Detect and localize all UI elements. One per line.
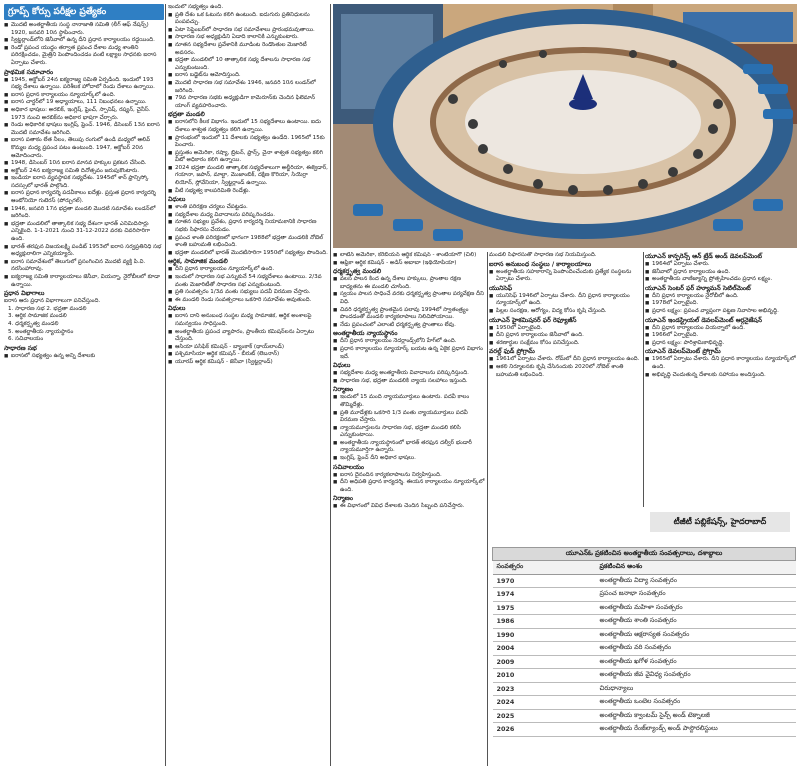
section-heading: సాధారణ సభ [4, 344, 37, 352]
table-row [493, 709, 796, 723]
section-heading: భద్రతా మండలి [168, 111, 205, 119]
column-divider [165, 4, 166, 766]
paragraph: ■ ఇండియా ఐరాస వ్యవస్థాపక సభ్యదేశం. 1945లో శాన్ ఫ్రాన్సిస్కో సదస్సులో భారత్ పాల్గొంది. [4, 175, 164, 190]
security-council-photo [333, 4, 797, 248]
table-cell-year: 1974 [493, 588, 596, 602]
section-heading: యూఎన్ డెవలప్‌మెంట్ ప్రోగ్రామ్ [645, 348, 721, 356]
table-row [493, 669, 796, 683]
table-cell-year: 2025 [493, 709, 596, 723]
paragraph: 5. అంతర్జాతీయ న్యాయస్థానం [8, 328, 74, 335]
paragraph: 6. సచివాలయం [8, 336, 44, 343]
section-heading: యూఎన్ కాన్ఫరెన్స్ ఆన్ ట్రేడ్ అండ్ డెవలప్‌మెంట్ [645, 253, 763, 260]
table-row [493, 601, 796, 615]
column-4-body [489, 252, 641, 379]
paragraph: ■ ప్రతి సంవత్సరం 1/3వ వంతు సభ్యులు పదవీ విరమణ చేస్తారు. [168, 289, 328, 297]
paragraph: ■ దీని ప్రధాన కార్యాలయం న్యూయార్క్‌లో ఉంది. [168, 266, 328, 274]
section-heading: ఐరాస అనుబంధ సంస్థలు / కార్యాలయాలు [489, 260, 592, 268]
table-cell-theme: అంతర్జాతీయ ఒంటెల సంవత్సరం [596, 696, 796, 710]
table-row [493, 723, 796, 737]
table-cell-theme: అంతర్జాతీయ జీవ వైవిధ్య సంవత్సరం [596, 669, 796, 683]
table-cell-year: 1970 [493, 574, 596, 588]
paragraph: ■ ఆఫ్రికా ఆర్థిక కమిషన్ - అడిస్ అబాబా (ఇథియోపియా) [333, 260, 485, 268]
table-cell-year: 2010 [493, 669, 596, 683]
section-heading: నిర్మాణం [333, 386, 353, 394]
paragraph: ■ ఇంగ్లిష్, ఫ్రెంచ్ దీని అధికార భాషలు. [333, 455, 485, 463]
paragraph: 3. ఆర్థిక సామాజిక మండలి [8, 313, 67, 320]
paragraph: ■ పశ్చిమాసియా ఆర్థిక కమిషన్ - బీరుట్ (లెబనాన్) [168, 351, 328, 359]
table-cell-theme: అంతర్జాతీయ మహిళా సంవత్సరం [596, 601, 796, 615]
paragraph: ■ 2024 భద్రతా మండలి తాత్కాలిక సభ్యదేశాలుగా అల్జీరియా, ఈక్వెడార్, గయానా, జపాన్, మాల్టా, మొజాంబిక్, దక్షిణ కొరియా, సియెర్రా లియోన్, స్లోవేనియా, స్విట్జర్లాండ్ ఉన్నాయి. [168, 165, 328, 188]
section-heading: ప్రధాన విభాగాలు [4, 290, 45, 298]
column-divider [487, 252, 488, 766]
section-heading: యూఎన్ ఇండస్ట్రియల్ డెవలప్‌మెంట్ ఆర్గనైజేషన్ [645, 316, 762, 324]
paragraph: ■ దీని ప్రధాన కార్యాలయం నెదర్లాండ్స్‌లోని హేగ్‌లో ఉంది. [333, 338, 485, 346]
table-cell-year: 2026 [493, 723, 596, 737]
paragraph: మండలి సిఫారసుతో సాధారణ సభ నియమిస్తుంది. [489, 252, 597, 258]
paragraph: ■ ఐరాస ప్రధాన కార్యదర్శి పదవీకాలం ఐదేళ్లు. ప్రస్తుత ప్రధాన కార్యదర్శి ఆంటోనియో గుటెరస్ (పోర్చుగల్). [4, 190, 164, 205]
paragraph: ■ అక్టోబర్ 24న ఐక్యరాజ్య సమితి దినోత్సవం జరుపుకొంటారు. [4, 168, 164, 176]
column-2-body [168, 4, 328, 367]
column-3-body [333, 252, 485, 511]
column-5-body [645, 253, 797, 379]
table-cell-year: 2023 [493, 682, 596, 696]
article-header: గ్రూప్స్ కోర్సు పరీక్షల ప్రత్యేకం [4, 4, 164, 20]
column-divider [330, 4, 331, 766]
paragraph: ■ 1978లో ఏర్పాటైంది. [645, 300, 797, 308]
paragraph: ■ యునిసెఫ్ 1946లో ఏర్పాటు చేశారు. దీని ప్రధాన కార్యాలయం న్యూయార్క్‌లో ఉంది. [489, 293, 641, 308]
paragraph: ■ యూరప్ ఆర్థిక కమిషన్ - జెనీవా (స్విట్జర్లాండ్) [168, 359, 328, 367]
paragraph: ■ మొదటి సాధారణ సభ సమావేశం 1946, జనవరి 10న లండన్‌లో జరిగింది. [168, 80, 328, 95]
paragraph: ■ ప్రస్తుతం అమెరికా, రష్యా, బ్రిటన్, ఫ్రాన్స్, చైనా శాశ్వత సభ్యత్వం కలిగి వీటో అధికారం కలిగి ఉన్నాయి. [168, 150, 328, 165]
paragraph: 4. ధర్మకర్తృత్వ మండలి [8, 320, 59, 327]
paragraph: ■ లాటిన్ అమెరికా, కరేబియన్ ఆర్థిక కమిషన్ - శాంటియాగో (చిలీ) [333, 252, 485, 260]
paragraph: ■ అంతర్జాతీయ సహకారాన్ని పెంపొందించేందుకు ప్రత్యేక సంస్థలను ఏర్పాటు చేశారు. [489, 269, 641, 284]
paragraph: ■ ఇందులో సాధారణ సభ ఎన్నుకునే 54 సభ్యదేశాలు ఉంటాయి. 2/3వ వంతు మెజారిటీతో సాధారణ సభ ఎన్నుకుంటుంది. [168, 274, 328, 289]
paragraph: ■ అంతర్జాతీయ న్యాయస్థానంలో భారత్ తరఫున దల్వీర్ భండారీ న్యాయమూర్తిగా ఉన్నారు. [333, 440, 485, 455]
paragraph: ■ పిల్లల సంరక్షణ, ఆరోగ్యం, విద్య కోసం కృషి చేస్తుంది. [489, 308, 641, 316]
paragraph: ■ భద్రతా మండలిలో భారత్ మొదటిసారిగా 1950లో సభ్యత్వం పొందింది. [168, 250, 328, 258]
section-heading: యూఎన్ హైకమిషనర్ ఫర్ రెఫ్యూజీస్ [489, 316, 577, 324]
table-row [493, 574, 796, 588]
table-row [493, 642, 796, 656]
paragraph: ఐరాస ఆరు ప్రధాన విభాగాలుగా పనిచేస్తుంది. [4, 298, 101, 305]
paragraph: ■ ఐరాస పతాకం లేత నీలం, తెలుపు రంగులో ఉండి మధ్యలో ఆలివ్ కొమ్మల మధ్య ప్రపంచ పటం ఉంటుంది. 1947, అక్టోబర్ 20న ఆమోదించారు. [4, 137, 164, 160]
paragraph: ■ ఐరాస సమావేశంలో తెలుగులో ప్రసంగించిన మొదటి వ్యక్తి పి.వి. నరసింహారావు. [4, 259, 164, 274]
paragraph: ■ ఆకలి నిర్మూలనకు కృషి చేసినందుకు 2020లో నోబెల్ శాంతి బహుమతి లభించింది. [489, 364, 641, 379]
paragraph: ■ 1964లో ఏర్పాటు చేశారు. [645, 261, 797, 269]
table-cell-year: 2004 [493, 642, 596, 656]
paragraph: ■ నూతన సభ్యదేశాల ప్రవేశానికి మూడింట రెండొంతుల మెజారిటీ అవసరం. [168, 42, 328, 57]
section-heading: విధులు [168, 196, 186, 204]
paragraph: ■ జెనీవాలో ప్రధాన కార్యాలయం ఉంది. [645, 269, 797, 277]
paragraph: ■ అభివృద్ధి చెందుతున్న దేశాలకు సహాయం అందిస్తుంది. [645, 372, 797, 380]
paragraph: ■ సాధారణ సభ అధ్యక్షుడిని ఏడాది కాలానికి ఎన్నుకుంటారు. [168, 34, 328, 42]
paragraph: ■ ఇందులో 15 మంది న్యాయమూర్తులు ఉంటారు. పదవీ కాలం తొమ్మిదేళ్లు. [333, 394, 485, 409]
article-column-1 [4, 4, 164, 766]
table-cell-theme: అంతర్జాతీయ శాంతి సంవత్సరం [596, 615, 796, 629]
paragraph: ■ శరణార్థుల సంక్షేమం కోసం పనిచేస్తుంది. [489, 340, 641, 348]
paragraph: ■ ప్రధాన లక్ష్యం: పారిశ్రామికాభివృద్ధి. [645, 340, 797, 348]
paragraph: ■ నూతన సభ్యుల ప్రవేశం, ప్రధాన కార్యదర్శి నియామకానికి సాధారణ సభకు సిఫారసు చేయడం. [168, 219, 328, 234]
table-row [493, 682, 796, 696]
paragraph: ■ దీని ప్రధాన కార్యాలయం నైరోబీలో ఉంది. [645, 293, 797, 301]
paragraph: ■ ఐరాస చార్టర్‌లో 19 అధ్యాయాలు, 111 నిబంధనలు ఉన్నాయి. [4, 99, 164, 107]
paragraph: ■ ప్రధాన లక్ష్యం: ప్రపంచ వ్యాప్తంగా పట్టణ నివాసాల అభివృద్ధి. [645, 308, 797, 316]
article-column-2 [168, 4, 328, 766]
article-column-3 [333, 252, 485, 766]
paragraph: ■ ఐరాస ప్రధాన కార్యాలయం న్యూయార్క్‌లో ఉంది. [4, 92, 164, 100]
paragraph: ■ ప్రధాన కార్యాలయం న్యూయార్క్ బయట ఉన్న ఏకైక ప్రధాన విభాగం ఇదే. [333, 346, 485, 361]
paragraph: ■ అంతర్జాతీయ వాణిజ్యాన్ని ప్రోత్సహించడం ప్రధాన లక్ష్యం. [645, 276, 797, 284]
paragraph: 1. సాధారణ సభ 2. భద్రతా మండలి [8, 305, 87, 312]
table-cell-theme: చిరుధాన్యాలు [596, 682, 796, 696]
paragraph: ■ భద్రతా మండలిలో 10 తాత్కాలిక సభ్య దేశాలను సాధారణ సభ ఎన్నుకుంటుంది. [168, 57, 328, 72]
paragraph: ■ రెండు అధికారిక భాషలు ఇంగ్లిష్, ఫ్రెంచ్. 1946, డిసెంబర్ 13న ఐరాస మొదటి సమావేశం జరిగింది. [4, 122, 164, 137]
paragraph: ■ స్విట్జర్లాండ్‌లోని జెనీవాలో ఉన్న దీని ప్రధాన కార్యాలయం రద్దయింది. [4, 37, 164, 45]
table-cell-year: 2009 [493, 655, 596, 669]
paragraph: ■ ఐరాసలో సభ్యత్వం ఉన్న అన్ని దేశాలకు [4, 353, 164, 361]
paragraph: ■ ఈ మండలి రెండు సంవత్సరాలు ఒకసారి సమావేశం అవుతుంది. [168, 297, 328, 305]
international-years-table [492, 547, 796, 766]
table-cell-year: 2024 [493, 696, 596, 710]
table-row [493, 615, 796, 629]
paragraph: ■ వలస పాలన కింద ఉన్న దేశాల హక్కులు, ప్రాంతాల రక్షణ బాధ్యతను ఈ మండలి చూసింది. [333, 276, 485, 291]
paragraph: ■ 1948, డిసెంబర్ 10న ఐరాస మానవ హక్కుల ప్రకటన చేసింది. [4, 160, 164, 168]
table-cell-year: 1986 [493, 615, 596, 629]
paragraph: ■ అధికార భాషలు: అరబిక్, ఇంగ్లిష్, ఫ్రెంచ్, స్పానిష్, రష్యన్, చైనీస్. 1973 నుంచి అరబిక్‌ను అధికార భాషగా చేర్చారు. [4, 107, 164, 122]
paragraph: ■ వీటి సభ్యత్వ కాలపరిమితి రెండేళ్లు. [168, 188, 328, 196]
paragraph: ■ ప్రారంభంలో ఇందులో 11 దేశాలకు సభ్యత్వం ఉండేది. 1965లో 15కు పెంచారు. [168, 135, 328, 150]
table-cell-theme: అంతర్జాతీయ ఖగోళ సంవత్సరం [596, 655, 796, 669]
table-header-year: సంవత్సరం [493, 561, 596, 575]
table-cell-year: 1990 [493, 628, 596, 642]
section-heading: విధులు [333, 362, 351, 370]
paragraph: ■ ఏటా సెప్టెంబర్‌లో సాధారణ సభ సమావేశాలు ప్రారంభమవుతాయి. [168, 27, 328, 35]
paragraph: ■ అంతర్జాతీయ ప్రపంచ వ్యాపారం, ప్రాంతీయ కమిషన్‌లను ఏర్పాటు చేస్తుంది. [168, 329, 328, 344]
paragraph: ■ సభ్యదేశాల మధ్య అంతర్జాతీయ వివాదాలను పరిష్కరిస్తుంది. [333, 370, 485, 378]
paragraph: ■ సభ్యదేశాల మధ్య వివాదాలను పరిష్కరించడం. [168, 212, 328, 220]
table-cell-theme: అంతర్జాతీయ రేంజ్‌ల్యాండ్స్ అండ్ పాస్టొరలిస్టులు [596, 723, 796, 737]
section-heading: విధులు [168, 305, 186, 313]
paragraph: ■ నేడు ప్రపంచంలో ఎలాంటి ధర్మకర్తృత్వ ప్రాంతాలు లేవు. [333, 322, 485, 330]
column-divider [643, 252, 644, 507]
paragraph: ■ ప్రపంచ శాంతి పరిరక్షణలో భాగంగా 1988లో భద్రతా మండలికి నోబెల్ శాంతి బహుమతి లభించింది. [168, 235, 328, 250]
paragraph: ■ శాంతి పరిరక్షణ చర్యలు చేపట్టడం. [168, 204, 328, 212]
paragraph: ■ 1950లో ఏర్పాటైంది. [489, 325, 641, 333]
paragraph: ■ స్వయం పాలన సాధించే వరకు ధర్మకర్తృత్వ ప్రాంతాల పర్యవేక్షణ దీని విధి. [333, 291, 485, 306]
paragraph: ■ దీని ప్రధాన కార్యాలయం వియన్నాలో ఉంది. [645, 325, 797, 333]
paragraph: ■ 1946, జనవరి 17న భద్రతా మండలి మొదటి సమావేశం లండన్‌లో జరిగింది. [4, 206, 164, 221]
table-cell-theme: ప్రపంచ జనాభా సంవత్సరం [596, 588, 796, 602]
paragraph: ■ దీని ప్రధాన కార్యాలయం జెనీవాలో ఉంది. [489, 332, 641, 340]
table-row [493, 696, 796, 710]
publisher-badge: టీజీటీ పబ్లికేషన్స్, హైదరాబాద్ [650, 512, 790, 532]
table-cell-year: 1975 [493, 601, 596, 615]
chamber-illustration [333, 4, 797, 248]
paragraph: ఇందులో సభ్యత్వం ఉంది. [168, 4, 224, 10]
paragraph: ■ ఆసియా పసిఫిక్ కమిషన్ - బ్యాంకాక్ (థాయ్‌లాండ్) [168, 344, 328, 352]
paragraph: ■ భారత్ తరఫున విజయలక్ష్మి పండిట్ 1953లో ఐరాస సర్వప్రతినిధి సభ అధ్యక్షురాలిగా ఎన్నికయ్యారు. [4, 244, 164, 259]
table-caption: యూఎన్‌ఓ ప్రకటించిన అంతర్జాతీయ సంవత్సరాలు, దశాబ్దాలు [493, 548, 796, 561]
paragraph: ■ ప్రతి మూడేళ్లకు ఒకసారి 1/3 వంతు న్యాయమూర్తులు పదవీ విరమణ చేస్తారు. [333, 410, 485, 425]
paragraph: ■ 1965లో ఏర్పాటు చేశారు. దీని ప్రధాన కార్యాలయం న్యూయార్క్‌లో ఉంది. [645, 356, 797, 371]
paragraph: ■ 1966లో ఏర్పాటైంది. [645, 332, 797, 340]
paragraph: ■ ఐరాసలోని కీలక విభాగం. ఇందులో 15 సభ్యదేశాలు ఉంటాయి. ఐదు దేశాలు శాశ్వత సభ్యత్వం కలిగి ఉన్నాయి. [168, 119, 328, 134]
section-heading: ప్రాథమిక సమాచారం [4, 68, 54, 76]
paragraph: ■ ఐక్యరాజ్య సమితి కార్యాలయాలు జెనీవా, వియన్నా, నైరోబీలలో కూడా ఉన్నాయి. [4, 274, 164, 289]
paragraph: ■ చివరి ధర్మకర్తృత్వ ప్రాంతమైన పలావు 1994లో స్వాతంత్ర్యం పొందడంతో మండలి కార్యకలాపాలు నిలిచిపోయాయి. [333, 307, 485, 322]
table-cell-theme: అంతర్జాతీయ వరి సంవత్సరం [596, 642, 796, 656]
section-heading: సచివాలయం [333, 463, 365, 471]
section-heading: అంతర్జాతీయ న్యాయస్థానం [333, 330, 398, 338]
table-header-theme: ప్రకటించిన అంశం [596, 561, 796, 575]
article-column-5 [645, 252, 797, 507]
table-row [493, 628, 796, 642]
section-heading: యునిసెఫ్ [489, 284, 513, 292]
paragraph: ■ దీని అధిపతి ప్రధాన కార్యదర్శి. ఈయన కార్యాలయం న్యూయార్క్‌లో ఉంది. [333, 479, 485, 494]
table-cell-theme: అంతర్జాతీయ అక్షరాస్యత సంవత్సరం [596, 628, 796, 642]
paragraph: ■ ఈ విభాగంలో వివిధ దేశాలకు చెందిన సిబ్బంది పనిచేస్తారు. [333, 503, 485, 511]
table-cell-theme: అంతర్జాతీయ క్వాంటమ్ సైన్స్ అండ్ టెక్నాలజీ [596, 709, 796, 723]
section-heading: ఆర్థిక, సామాజిక మండలి [168, 258, 228, 266]
table-row [493, 588, 796, 602]
article-column-4 [489, 252, 641, 507]
section-heading: ధర్మకర్తృత్వ మండలి [333, 268, 382, 276]
table-cell-theme: అంతర్జాతీయ విద్యా సంవత్సరం [596, 574, 796, 588]
paragraph: ■ ఐరాస దైనందిన కార్యకలాపాలను నిర్వహిస్తుంది. [333, 472, 485, 480]
paragraph: ■ 1945, అక్టోబర్ 24న ఐక్యరాజ్య సమితి ఏర్పడింది. ఇందులో 193 సభ్య దేశాలు ఉన్నాయి. పరిశీలక హోదాలో రెండు దేశాలు ఉన్నాయి. [4, 77, 164, 92]
paragraph: ■ సాధారణ సభ, భద్రతా మండలికి న్యాయ సలహాలు ఇస్తుంది. [333, 378, 485, 386]
paragraph: ■ 79వ సాధారణ సభకు అధ్యక్షుడిగా కామెరూన్‌కు చెందిన ఫిలెమాన్ యాంగ్ వ్యవహరించారు. [168, 95, 328, 110]
paragraph: ■ మొదటి అంతర్జాతీయ సంస్థ నానాజాతి సమితి (లీగ్ ఆఫ్ నేషన్స్) 1920, జనవరి 10న స్థాపించారు. [4, 22, 164, 37]
section-heading: వరల్డ్ ఫుడ్ ప్రోగ్రామ్ [489, 348, 535, 356]
table-row [493, 655, 796, 669]
paragraph: ■ ఐరాస దాని అనుబంధ సంస్థల మధ్య సామాజిక, ఆర్థిక అంశాలపై సమన్వయం సాధిస్తుంది. [168, 313, 328, 328]
column-1-body [4, 22, 164, 360]
paragraph: ■ ఐరాస బడ్జెట్‌ను ఆమోదిస్తుంది. [168, 72, 328, 80]
paragraph: ■ ప్రతి దేశం ఒక ఓటును కలిగి ఉంటుంది. ఐదుగురు ప్రతినిధులను పంపవచ్చు. [168, 12, 328, 27]
paragraph: ■ న్యాయమూర్తులను సాధారణ సభ, భద్రతా మండలి కలిసి ఎన్నుకుంటాయి. [333, 425, 485, 440]
section-heading: యూఎన్ సెంటర్ ఫర్ హ్యూమన్ సెటిల్‌మెంట్ [645, 284, 751, 292]
paragraph: ■ భద్రతా మండలిలో తాత్కాలిక సభ్య దేశంగా భారత్ ఎనిమిదిసార్లు ఎన్నికైంది. 1-1-2021 నుంచి 31-12-2022 వరకు చివరిసారిగా ఉంది. [4, 221, 164, 244]
paragraph: ■ 1961లో ఏర్పాటు చేశారు. రోమ్‌లో దీని ప్రధాన కార్యాలయం ఉంది. [489, 356, 641, 364]
section-heading: నిర్మాణం [333, 495, 353, 503]
paragraph: ■ రెండో ప్రపంచ యుద్ధం తర్వాత ప్రపంచ దేశాల మధ్య శాంతిని పరిరక్షించడం, మైత్రిని పెంపొందించడం వంటి లక్ష్యాల సాధనకు ఐరాస ఏర్పాటు చేశారు. [4, 45, 164, 68]
